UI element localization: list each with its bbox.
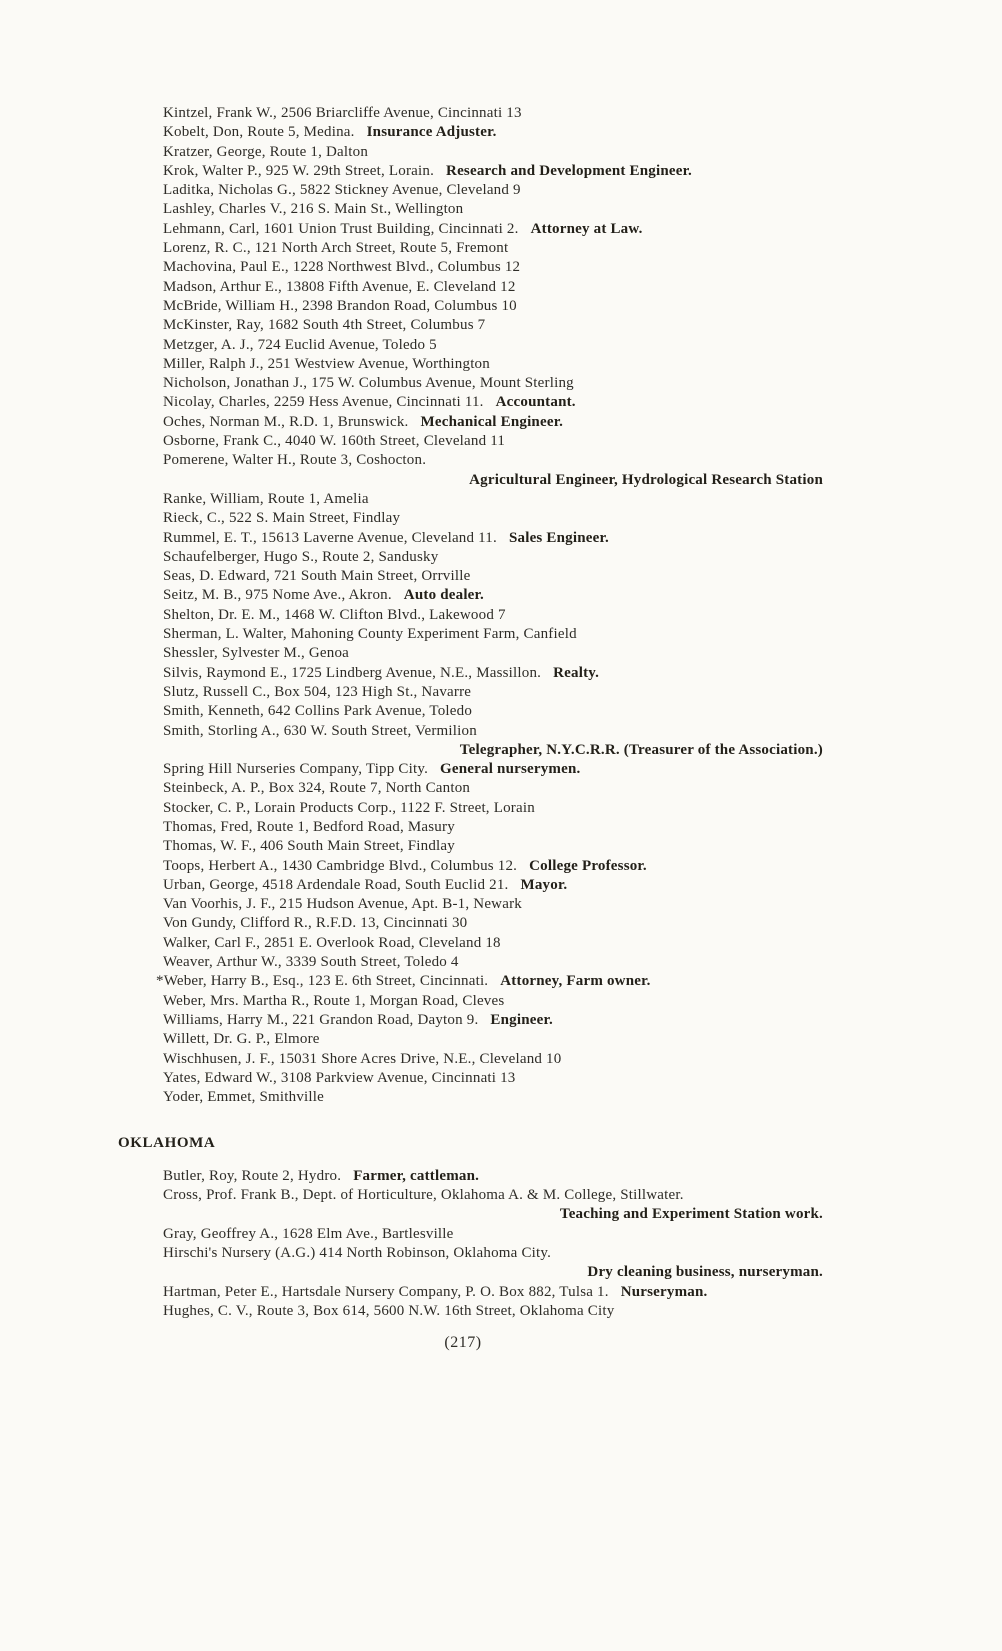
entry-text: Machovina, Paul E., 1228 Northwest Blvd., Columbus 12 — [163, 259, 521, 276]
entry-text: Weaver, Arthur W., 3339 South Street, Toledo 4 — [163, 954, 459, 971]
entry-text: Williams, Harry M., 221 Grandon Road, Dayton 9. — [163, 1011, 479, 1028]
directory-entry — [163, 200, 823, 219]
entry-text: Toops, Herbert A., 1430 Cambridge Blvd., Columbus 12. — [163, 857, 518, 874]
entry-text: Osborne, Frank C., 4040 W. 160th Street, Cleveland 11 — [163, 433, 506, 450]
entry-occupation: General nurserymen. — [440, 761, 581, 778]
entry-text: Seas, D. Edward, 721 South Main Street, Orrville — [163, 568, 471, 585]
entry-occupation: Insurance Adjuster. — [366, 124, 497, 141]
directory-entry — [163, 123, 823, 142]
directory-entry — [163, 1302, 823, 1321]
entry-text: McBride, William H., 2398 Brandon Road, Columbus 10 — [163, 297, 517, 314]
directory-entry — [163, 1088, 823, 1107]
directory-entry — [163, 413, 823, 432]
entry-text: *Weber, Harry B., Esq., 123 E. 6th Street, Cincinnati. — [156, 973, 489, 990]
entry-text: McKinster, Ray, 1682 South 4th Street, Columbus 7 — [163, 317, 486, 334]
entry-occupation-line — [163, 741, 823, 760]
entry-text: Rieck, C., 522 S. Main Street, Findlay — [163, 510, 401, 527]
entry-occupation: Mayor. — [520, 876, 568, 893]
entry-occupation: Attorney at Law. — [530, 220, 643, 237]
entry-occupation: Telegrapher, N.Y.C.R.R. (Treasurer of the Association.) — [459, 741, 823, 758]
entry-occupation-line — [163, 1263, 823, 1282]
directory-entry — [163, 625, 823, 644]
entry-text: Urban, George, 4518 Ardendale Road, South Euclid 21. — [163, 876, 509, 893]
directory-entry — [163, 664, 823, 683]
directory-entry — [163, 278, 823, 297]
section-heading: OKLAHOMA — [118, 1135, 216, 1152]
directory-entry — [163, 914, 823, 933]
entry-text: Cross, Prof. Frank B., Dept. of Horticulture, Oklahoma A. & M. College, Stillwater. — [163, 1187, 684, 1204]
entry-text: Hirschi's Nursery (A.G.) 414 North Robinson, Oklahoma City. — [163, 1244, 552, 1261]
directory-entry — [163, 432, 823, 451]
entry-text: Lashley, Charles V., 216 S. Main St., Wellington — [163, 201, 464, 218]
entry-text: Von Gundy, Clifford R., R.F.D. 13, Cincinnati 30 — [163, 915, 468, 932]
entry-occupation: Attorney, Farm owner. — [500, 973, 651, 990]
directory-entry — [163, 1244, 823, 1263]
directory-entry — [163, 220, 823, 239]
entry-text: Ranke, William, Route 1, Amelia — [163, 490, 369, 507]
entry-text: Smith, Storling A., 630 W. South Street, Vermilion — [163, 722, 477, 739]
directory-entry — [163, 837, 823, 856]
directory-entry — [163, 336, 823, 355]
directory-entry — [163, 606, 823, 625]
entry-text: Weber, Mrs. Martha R., Route 1, Morgan Road, Cleves — [163, 992, 505, 1009]
entry-text: Nicolay, Charles, 2259 Hess Avenue, Cincinnati 11. — [163, 394, 484, 411]
entry-text: Wischhusen, J. F., 15031 Shore Acres Drive, N.E., Cleveland 10 — [163, 1050, 562, 1067]
entry-text: Yoder, Emmet, Smithville — [163, 1089, 325, 1106]
entry-text: Metzger, A. J., 724 Euclid Avenue, Toledo 5 — [163, 336, 437, 353]
directory-entry — [163, 567, 823, 586]
directory-list — [118, 104, 823, 1321]
entry-text: Kratzer, George, Route 1, Dalton — [163, 143, 369, 160]
entry-text: Van Voorhis, J. F., 215 Hudson Avenue, Apt. B-1, Newark — [163, 896, 522, 913]
entry-occupation: Dry cleaning business, nurseryman. — [587, 1264, 823, 1281]
directory-entry — [163, 548, 823, 567]
entry-occupation-line — [163, 471, 823, 490]
directory-entry — [163, 181, 823, 200]
directory-entry — [163, 355, 823, 374]
directory-entry — [163, 760, 823, 779]
entry-text: Hughes, C. V., Route 3, Box 614, 5600 N.W. 16th Street, Oklahoma City — [163, 1302, 615, 1319]
entry-occupation: Realty. — [553, 664, 600, 681]
entry-occupation: Research and Development Engineer. — [446, 162, 693, 179]
directory-entry — [163, 239, 823, 258]
directory-entry — [163, 779, 823, 798]
entry-text: Slutz, Russell C., Box 504, 123 High St., Navarre — [163, 683, 472, 700]
entry-text: Krok, Walter P., 925 W. 29th Street, Lorain. — [163, 162, 435, 179]
entry-text: Silvis, Raymond E., 1725 Lindberg Avenue, N.E., Massillon. — [163, 664, 542, 681]
directory-entry — [163, 451, 823, 470]
directory-entry — [163, 722, 823, 741]
entry-text: Kobelt, Don, Route 5, Medina. — [163, 124, 355, 141]
entry-occupation-line — [163, 1205, 823, 1224]
directory-entry — [163, 104, 823, 123]
page-number: (217) — [444, 1334, 482, 1351]
directory-entry — [163, 509, 823, 528]
entry-text: Seitz, M. B., 975 Nome Ave., Akron. — [163, 587, 392, 604]
directory-entry — [163, 1030, 823, 1049]
directory-entry — [163, 1186, 823, 1205]
directory-entry — [163, 490, 823, 509]
directory-entry — [163, 1283, 823, 1302]
entry-text: Thomas, Fred, Route 1, Bedford Road, Masury — [163, 818, 455, 835]
directory-entry — [163, 258, 823, 277]
entry-text: Steinbeck, A. P., Box 324, Route 7, North Canton — [163, 780, 471, 797]
entry-text: Walker, Carl F., 2851 E. Overlook Road, Cleveland 18 — [163, 934, 501, 951]
entry-text: Smith, Kenneth, 642 Collins Park Avenue, Toledo — [163, 703, 473, 720]
directory-entry — [163, 683, 823, 702]
directory-entry — [163, 799, 823, 818]
directory-entry — [163, 876, 823, 895]
entry-text: Pomerene, Walter H., Route 3, Coshocton. — [163, 452, 427, 469]
entry-text: Oches, Norman M., R.D. 1, Brunswick. — [163, 413, 409, 430]
directory-entry — [163, 586, 823, 605]
entry-text: Gray, Geoffrey A., 1628 Elm Ave., Bartlesville — [163, 1225, 454, 1242]
entry-text: Lorenz, R. C., 121 North Arch Street, Route 5, Fremont — [163, 240, 509, 257]
entry-text: Sherman, L. Walter, Mahoning County Experiment Farm, Canfield — [163, 626, 577, 643]
entry-text: Rummel, E. T., 15613 Laverne Avenue, Cleveland 11. — [163, 529, 497, 546]
directory-entry — [163, 393, 823, 412]
entry-text: Yates, Edward W., 3108 Parkview Avenue, Cincinnati 13 — [163, 1069, 516, 1086]
directory-entry — [163, 374, 823, 393]
entry-text: Miller, Ralph J., 251 Westview Avenue, Worthington — [163, 355, 490, 372]
entry-text: Shessler, Sylvester M., Genoa — [163, 645, 350, 662]
directory-entry — [163, 316, 823, 335]
entry-occupation: Accountant. — [495, 394, 576, 411]
directory-entry — [163, 1050, 823, 1069]
entry-occupation: Mechanical Engineer. — [420, 413, 564, 430]
entry-text: Hartman, Peter E., Hartsdale Nursery Company, P. O. Box 882, Tulsa 1. — [163, 1283, 609, 1300]
entry-text: Spring Hill Nurseries Company, Tipp City. — [163, 761, 429, 778]
entry-text: Lehmann, Carl, 1601 Union Trust Building, Cincinnati 2. — [163, 220, 519, 237]
entry-occupation: College Professor. — [529, 857, 647, 874]
entry-text: Laditka, Nicholas G., 5822 Stickney Avenue, Cleveland 9 — [163, 182, 521, 199]
directory-entry — [163, 895, 823, 914]
entry-occupation: Nurseryman. — [620, 1283, 708, 1300]
directory-entry — [163, 297, 823, 316]
directory-entry — [163, 818, 823, 837]
entry-text: Thomas, W. F., 406 South Main Street, Findlay — [163, 838, 455, 855]
entry-occupation: Farmer, cattleman. — [353, 1167, 480, 1184]
directory-entry — [163, 857, 823, 876]
entry-occupation: Sales Engineer. — [508, 529, 609, 546]
directory-entry — [163, 1011, 823, 1030]
directory-entry — [163, 934, 823, 953]
entry-text: Nicholson, Jonathan J., 175 W. Columbus Avenue, Mount Sterling — [163, 375, 574, 392]
entry-text: Stocker, C. P., Lorain Products Corp., 1122 F. Street, Lorain — [163, 799, 535, 816]
entry-text: Madson, Arthur E., 13808 Fifth Avenue, E. Cleveland 12 — [163, 278, 516, 295]
entry-occupation: Engineer. — [490, 1011, 553, 1028]
entry-text: Shelton, Dr. E. M., 1468 W. Clifton Blvd., Lakewood 7 — [163, 606, 506, 623]
directory-entry — [163, 143, 823, 162]
directory-entry — [163, 1167, 823, 1186]
directory-entry — [163, 162, 823, 181]
directory-entry — [163, 1069, 823, 1088]
entry-text: Willett, Dr. G. P., Elmore — [163, 1031, 320, 1048]
directory-entry — [163, 953, 823, 972]
entry-text: Schaufelberger, Hugo S., Route 2, Sandusky — [163, 548, 439, 565]
directory-entry — [163, 702, 823, 721]
entry-occupation: Agricultural Engineer, Hydrological Research Station — [469, 471, 823, 488]
entry-text: Kintzel, Frank W., 2506 Briarcliffe Avenue, Cincinnati 13 — [163, 105, 522, 121]
directory-entry — [163, 644, 823, 663]
directory-entry — [163, 529, 823, 548]
entry-occupation: Auto dealer. — [403, 587, 484, 604]
entry-text: Butler, Roy, Route 2, Hydro. — [163, 1167, 342, 1184]
directory-entry — [156, 972, 823, 991]
directory-entry — [163, 992, 823, 1011]
entry-occupation: Teaching and Experiment Station work. — [559, 1206, 823, 1223]
directory-entry — [163, 1225, 823, 1244]
